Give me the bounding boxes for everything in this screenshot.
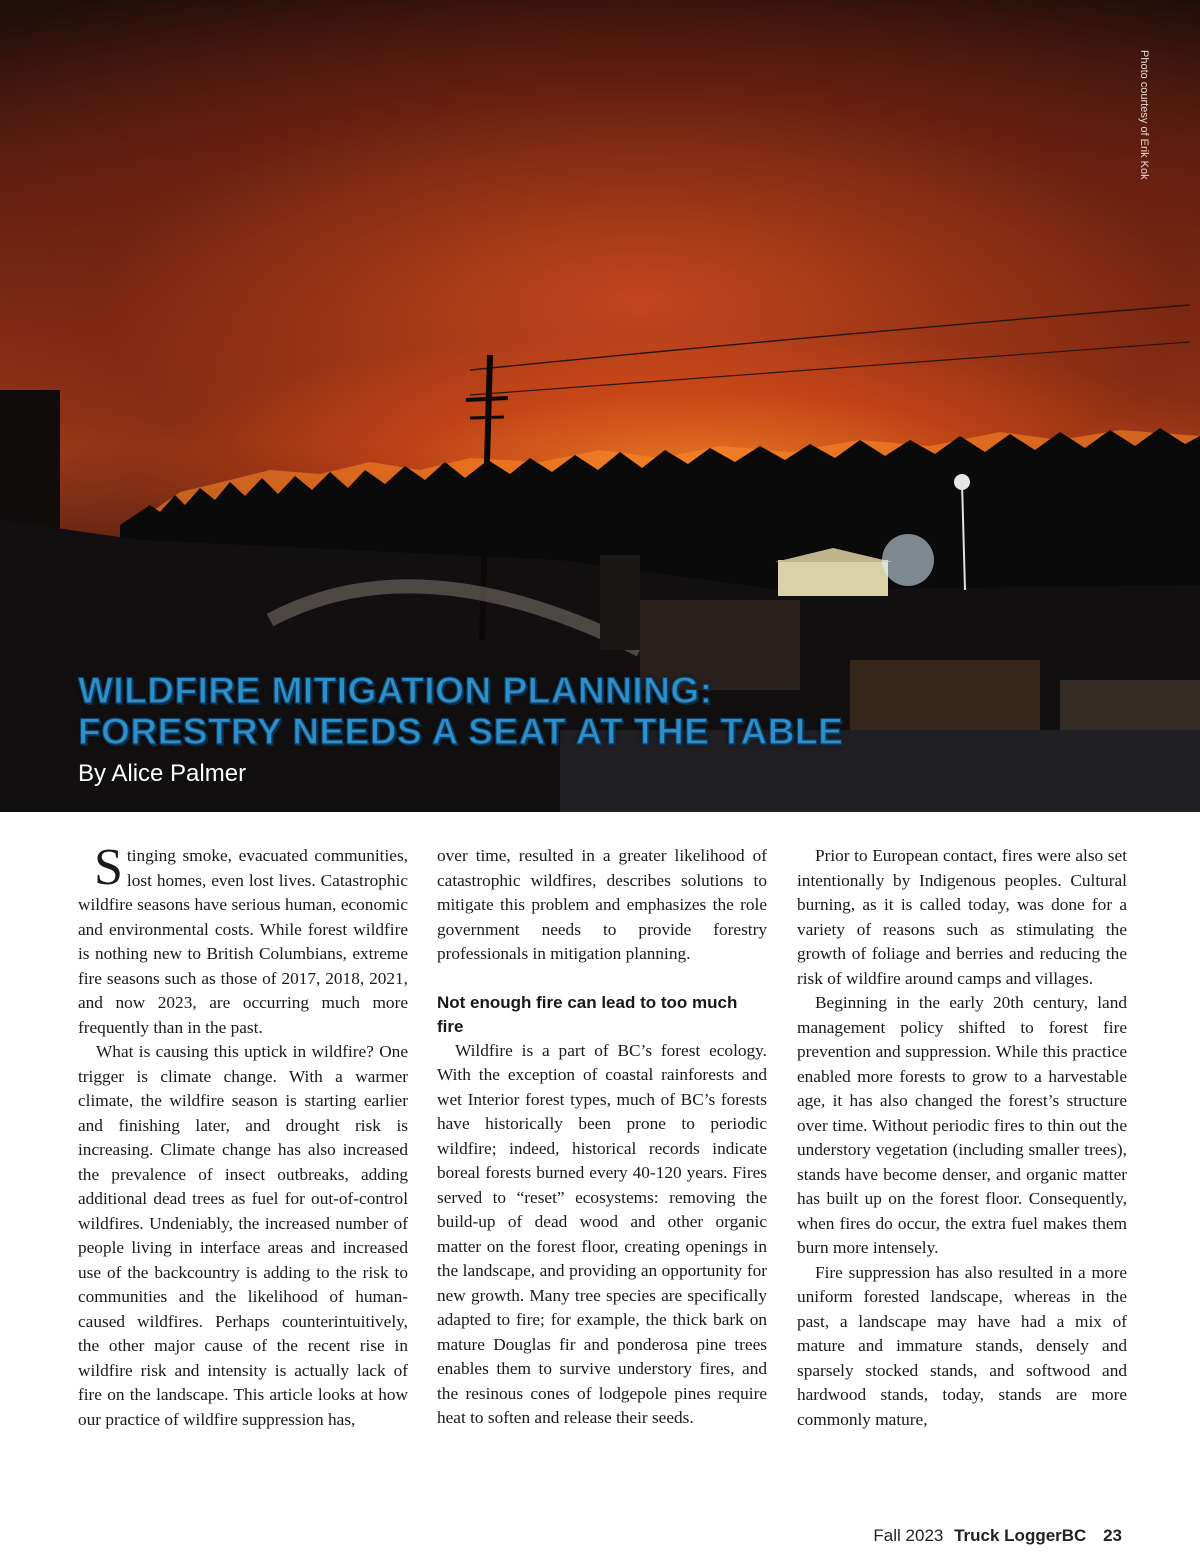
section-subhead: Not enough fire can lead to too much fire <box>437 992 738 1036</box>
page-footer <box>873 1526 1122 1546</box>
article-column-1 <box>78 839 408 1432</box>
article-paragraph: over time, resulted in a greater likelihood of catastrophic wildfires, describes solutions to mitigate this problem and emphasizes the role government needs to provide forestry professionals in mitigation planning. <box>437 846 767 963</box>
article-title <box>78 670 978 752</box>
article-byline: By Alice Palmer <box>78 760 247 787</box>
yard-silo <box>600 555 640 650</box>
page-number: 23 <box>1103 1526 1122 1545</box>
power-line <box>470 342 1190 395</box>
yard-building <box>1060 680 1200 730</box>
lit-building <box>778 560 888 596</box>
building-silhouette <box>0 390 60 530</box>
utility-pole-crossarm <box>466 398 508 400</box>
paragraph-text: tinging smoke, evacuated communities, lost homes, even lost lives. Catastrophic wildfire seasons have serious human, economic and environmental costs. While forest wildfire is nothing new to British Columbians, extreme fire seasons such as those of 2017, 2018, 2021, and now 2023, are occurring much more frequently than in the past. <box>78 846 408 1037</box>
article-paragraph: Beginning in the early 20th century, land management policy shifted to forest fire prevention and suppression. While this practice enabled more forests to grow to a harvestable age, it has also changed the forest’s structure over time. Without periodic fires to thin out the understory vegetation (including smaller trees), stands have become denser, and organic matter has built up on the forest floor. Consequently, when fires do occur, the extra fuel makes them burn more intensely. <box>797 993 1127 1257</box>
power-line <box>470 305 1190 370</box>
article-paragraph: What is causing this uptick in wildfire? One trigger is climate change. With a warmer climate, the wildfire season is starting earlier and finishing later, and drought risk is increasing. Climate change has also increased the prevalence of insect outbreaks, adding additional dead trees as fuel for out-of-control wildfires. Undeniably, the increased number of people living in interface areas and increased use of the backcountry is adding to the risk to communities and the likelihood of human-caused wildfires. Perhaps counterintuitively, the other major cause of the recent rise in wildfire risk and intensity is actually lack of fire on the landscape. This article looks at how our practice of wildfire suppression has, <box>78 1042 408 1429</box>
issue-date: Fall 2023 <box>873 1526 944 1545</box>
photo-credit: Photo courtesy of Erik Kok <box>1138 50 1150 180</box>
drop-cap: S <box>94 839 123 896</box>
utility-pole-crossarm <box>470 417 504 418</box>
publication-name: Truck LoggerBC <box>954 1526 1087 1545</box>
article-title-line1: WILDFIRE MITIGATION PLANNING: <box>78 670 713 711</box>
article-column-2 <box>437 844 767 1431</box>
article-paragraph: Fire suppression has also resulted in a more uniform forested landscape, whereas in the past, a landscape may have had a mix of mature and immature stands, densely and sparsely stocked stands, and softwood and hardwood stands, today, stands are more commonly mature, <box>797 1262 1127 1429</box>
flood-light-glow <box>882 534 934 586</box>
article-paragraph <box>78 839 408 1040</box>
article-title-line2: FORESTRY NEEDS A SEAT AT THE TABLE <box>78 711 844 752</box>
article-paragraph: Wildfire is a part of BC’s forest ecology. With the exception of coastal rainforests and wet Interior forest types, much of BC’s forests have historically been prone to periodic wildfire; indeed, historical records indicate boreal forests burned every 40-120 years. Fires served to “reset” ecosystems: removing the build-up of dead wood and other organic matter on the forest floor, creating openings in the landscape, and providing an opportunity for new growth. Many tree species are specifically adapted to fire; for example, the thick bark on mature Douglas fir and ponderosa pine trees enables them to survive understory fires, and the resinous cones of lodgepole pines require heat to soften and release their seeds. <box>437 1040 767 1427</box>
article-column-3 <box>797 844 1127 1432</box>
article-paragraph: Prior to European contact, fires were also set intentionally by Indigenous peoples. Cultural burning, as it is called today, was done for a variety of reasons such as stimulating the growth of foliage and berries and reducing the risk of wildfire around camps and villages. <box>797 846 1127 988</box>
